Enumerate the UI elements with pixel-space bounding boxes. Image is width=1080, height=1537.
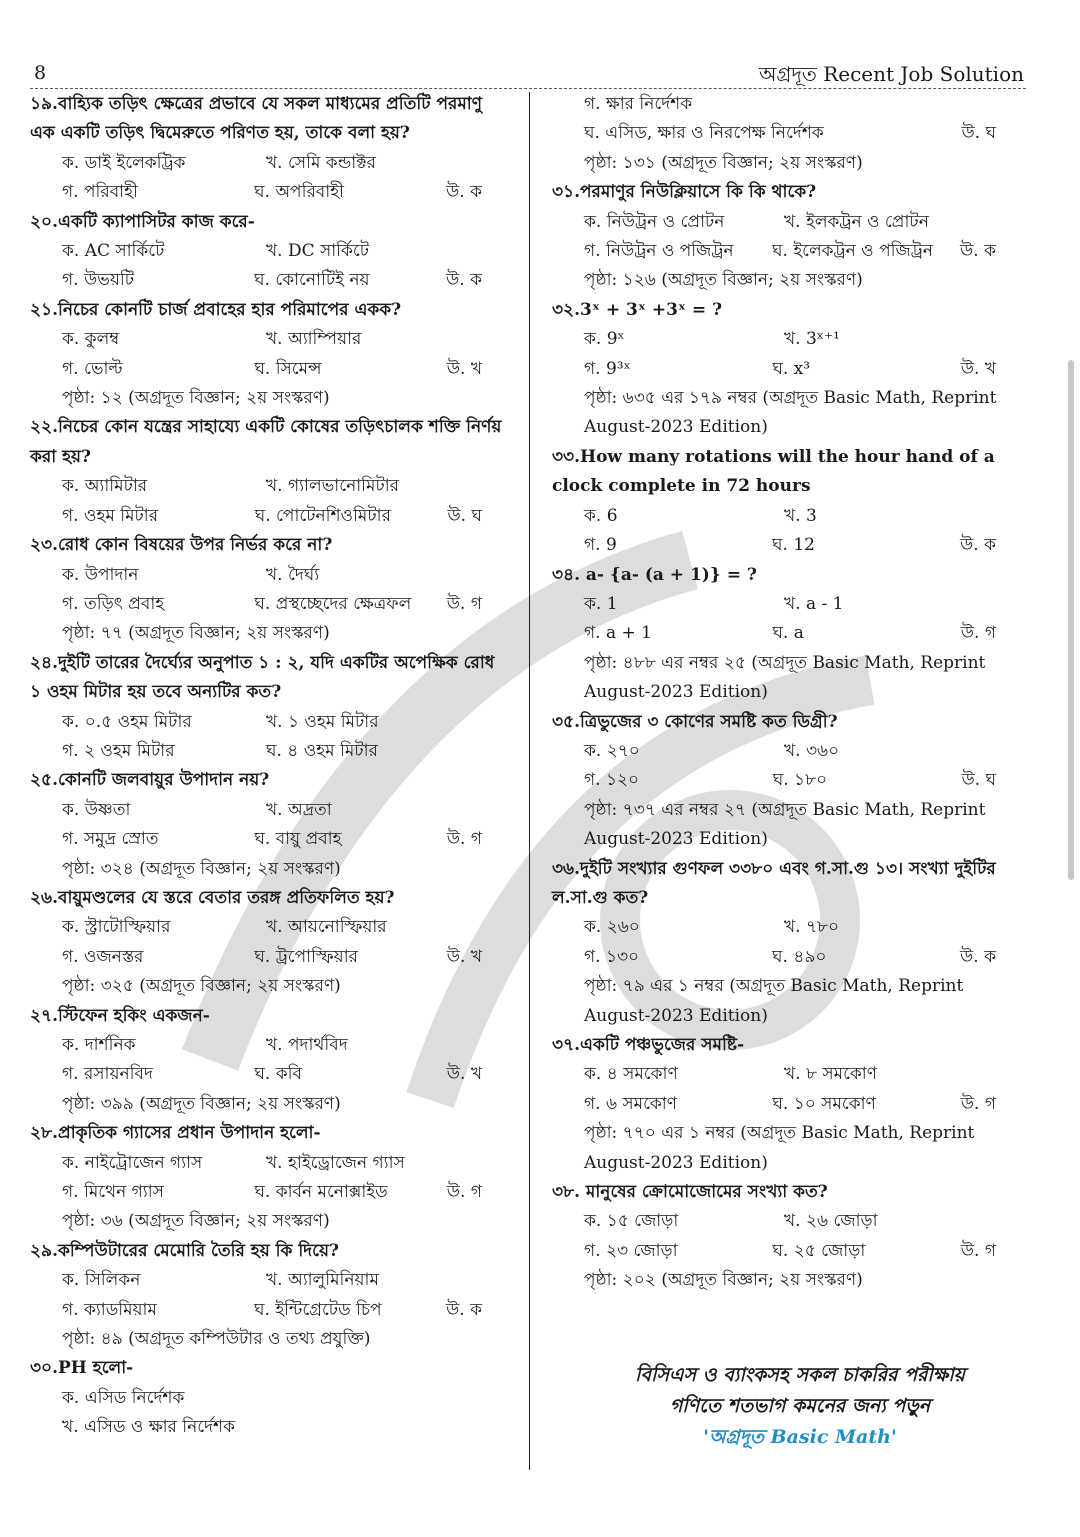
options-row: [552, 766, 1024, 795]
answer-option: গ. ওহম মিটার: [62, 505, 159, 526]
answer-option: ঘ. ১৮০: [772, 770, 828, 791]
page-reference: পৃষ্ঠা: ৩৯৯ (অগ্রদূত বিজ্ঞান; ২য় সংস্করণ): [62, 1093, 341, 1114]
question-block: [30, 884, 510, 1002]
question-block: [552, 1031, 1024, 1178]
options-row: [30, 561, 510, 590]
correct-answer: উ. ক: [446, 182, 482, 203]
question-block: [30, 413, 510, 531]
answer-option: গ. পরিবাহী: [62, 182, 138, 203]
question-text: ২৪.দুইটি তারের দৈর্ঘ্যের অনুপাত ১ : ২, যদি একটির অপেক্ষিক রোধ ১ ওহম মিটার হয় তবে অন্যটির কত?: [30, 652, 495, 703]
options-row: [30, 708, 510, 737]
question-text: ৩০.PH হলো-: [30, 1358, 134, 1379]
answer-option: খ. 3: [784, 505, 817, 526]
page-reference: পৃষ্ঠা: ১২৬ (অগ্রদূত বিজ্ঞান; ২য় সংস্করণ): [584, 270, 863, 291]
options-row: [552, 355, 1024, 384]
answer-option: খ. গ্যালভানোমিটার: [266, 476, 399, 497]
answer-option: ক. নাইট্রোজেন গ্যাস: [62, 1152, 203, 1173]
options-row: [30, 590, 510, 619]
answer-option: ঘ. ট্রপোস্ফিয়ার: [254, 946, 358, 967]
correct-answer: উ. খ: [446, 1064, 482, 1085]
answer-option: ক. কুলম্ব: [62, 329, 120, 350]
question-text: ২১.নিচের কোনটি চার্জ প্রবাহের হার পরিমাপের একক?: [30, 299, 402, 320]
question-block: [552, 561, 1024, 708]
options-row: [552, 208, 1024, 237]
options-row: [552, 119, 1024, 148]
options-row: [552, 90, 1024, 119]
options-row: [552, 943, 1024, 972]
options-row: [30, 1060, 510, 1089]
answer-option: খ. DC সার্কিটে: [266, 241, 370, 262]
correct-answer: উ. গ: [960, 1093, 996, 1114]
answer-option: ক. এসিড নির্দেশক: [62, 1387, 185, 1408]
options-row: [30, 1178, 510, 1207]
answer-option: ঘ. ১০ সমকোণ: [772, 1093, 876, 1114]
answer-option: খ. ১ ওহম মিটার: [266, 711, 379, 732]
options-row: [30, 237, 510, 266]
options-row: [30, 1413, 510, 1442]
question-text: ৩৩.How many rotations will the hour hand of a clock complete in 72 hours: [552, 446, 995, 497]
options-row: [30, 737, 510, 766]
question-block: [30, 531, 510, 649]
answer-option: ঘ. কার্বন মনোক্সাইড: [254, 1182, 388, 1203]
answer-option: ক. নিউট্রন ও প্রোটন: [584, 211, 725, 232]
page-reference: পৃষ্ঠা: ৭৯ এর ১ নম্বর (অগ্রদূত Basic Math, Reprint August-2023 Edition): [584, 976, 964, 1026]
question-text: ৩৮. মানুষের ক্রোমোজোমের সংখ্যা কত?: [552, 1182, 828, 1203]
page-reference: পৃষ্ঠা: ৩৬ (অগ্রদূত বিজ্ঞান; ২য় সংস্করণ): [62, 1211, 330, 1232]
options-row: [30, 355, 510, 384]
question-text: ২৩.রোধ কোন বিষয়ের উপর নির্ভর করে না?: [30, 535, 333, 556]
page-number: 8: [34, 62, 47, 84]
options-row: [30, 1296, 510, 1325]
answer-option: খ. দৈর্ঘ্য: [266, 564, 320, 585]
options-row: [30, 1149, 510, 1178]
answer-option: ক. 1: [584, 593, 618, 614]
page-reference: পৃষ্ঠা: ৭৭ (অগ্রদূত বিজ্ঞান; ২য় সংস্করণ): [62, 623, 330, 644]
answer-option: খ. ৩৬০: [784, 740, 840, 761]
answer-option: ক. স্ট্রাটোস্ফিয়ার: [62, 917, 171, 938]
correct-answer: উ. খ: [446, 358, 482, 379]
answer-option: ঘ. ইন্টিগ্রেটেড চিপ: [254, 1299, 382, 1320]
running-header-title: অগ্রদূত Recent Job Solution: [759, 62, 1024, 86]
page-reference: পৃষ্ঠা: ৬৩৫ এর ১৭৯ নম্বর (অগ্রদূত Basic Math, Reprint August-2023 Edition): [584, 388, 997, 438]
answer-option: গ. তড়িৎ প্রবাহ: [62, 593, 165, 614]
answer-option: গ. উভয়টি: [62, 270, 134, 291]
answer-option: ঘ. ৪ ওহম মিটার: [266, 740, 378, 761]
answer-option: খ. ইলকট্রন ও প্রোটন: [784, 211, 929, 232]
question-text: ২৮.প্রাকৃতিক গ্যাসের প্রধান উপাদান হলো-: [30, 1123, 321, 1144]
question-text: ২৯.কম্পিউটারের মেমোরি তৈরি হয় কি দিয়ে?: [30, 1240, 339, 1261]
answer-option: ক. ১৫ জোড়া: [584, 1211, 679, 1232]
options-row: [552, 1237, 1024, 1266]
question-text: ৩৫.ত্রিভুজের ৩ কোণের সমষ্টি কত ডিগ্রী?: [552, 711, 838, 732]
answer-option: গ. ১২০: [584, 770, 640, 791]
answer-option: খ. হাইড্রোজেন গ্যাস: [266, 1152, 405, 1173]
answer-option: খ. ৭৮০: [784, 917, 840, 938]
question-block: [30, 1354, 510, 1442]
question-block: [30, 766, 510, 884]
options-row: [552, 1207, 1024, 1236]
answer-option: গ. ১৩০: [584, 946, 640, 967]
question-text: ২২.নিচের কোন যন্ত্রের সাহায্যে একটি কোষের তড়িৎচালক শক্তি নির্ণয় করা হয়?: [30, 417, 502, 467]
question-block: [552, 855, 1024, 1031]
answer-option: ঘ. ২৫ জোড়া: [772, 1240, 866, 1261]
options-row: [30, 1266, 510, 1295]
answer-option: গ. মিথেন গ্যাস: [62, 1182, 164, 1203]
options-row: [30, 178, 510, 207]
correct-answer: উ. গ: [960, 1240, 996, 1261]
correct-answer: উ. ঘ: [447, 505, 482, 526]
column-divider: [529, 92, 530, 1470]
correct-answer: উ. ঘ: [961, 770, 996, 791]
options-row: [552, 1060, 1024, 1089]
answer-option: গ. ২৩ জোড়া: [584, 1240, 678, 1261]
answer-option: ঘ. কবি: [254, 1064, 302, 1085]
options-row: [30, 825, 510, 854]
answer-option: গ. ক্ষার নির্দেশক: [584, 94, 693, 114]
answer-option: ঘ. অপরিবাহী: [254, 182, 344, 203]
question-block: [30, 296, 510, 414]
answer-option: ক. দার্শনিক: [62, 1035, 136, 1055]
question-text: ৩৭.একটি পঞ্চভুজের সমষ্টি-: [552, 1035, 745, 1055]
answer-option: ক. 9ˣ: [584, 329, 625, 350]
answer-option: ঘ. x³: [772, 358, 811, 379]
answer-option: গ. ভোল্ট: [62, 358, 123, 379]
options-row: [552, 325, 1024, 354]
left-column: [30, 90, 510, 1443]
answer-option: ক. ২৬০: [584, 917, 640, 938]
answer-option: ঘ. a: [772, 623, 804, 644]
correct-answer: উ. ক: [960, 535, 996, 556]
options-row: [552, 590, 1024, 619]
question-text: ১৯.বাহ্যিক তড়িৎ ক্ষেত্রের প্রভাবে যে সকল মাধ্যমের প্রতিটি পরমাণু এক একটি তড়িৎ দ্বিমেরুতে পরিণত হয়, তাকে বলা হয়?: [30, 94, 483, 144]
answer-option: গ. ওজনস্তর: [62, 946, 144, 967]
options-row: [30, 796, 510, 825]
options-row: [30, 325, 510, 354]
question-block: [30, 1237, 510, 1355]
question-block: [552, 443, 1024, 561]
answer-option: গ. 9³ˣ: [584, 358, 631, 379]
question-block: [30, 208, 510, 296]
answer-option: খ. ২৬ জোড়া: [784, 1211, 878, 1232]
answer-option: ঘ. 12: [772, 535, 815, 556]
answer-option: গ. a + 1: [584, 623, 652, 644]
options-row: [552, 913, 1024, 942]
options-row: [552, 531, 1024, 560]
options-row: [552, 737, 1024, 766]
options-row: [552, 619, 1024, 648]
answer-option: খ. পদার্থবিদ: [266, 1035, 348, 1055]
page-reference: পৃষ্ঠা: ৭৭০ এর ১ নম্বর (অগ্রদূত Basic Math, Reprint August-2023 Edition): [584, 1123, 975, 1173]
advert-line-1: বিসিএস ও ব্যাংকসহ সকল চাকরির পরীক্ষায়: [635, 1364, 965, 1386]
question-text: ৩১.পরমাণুর নিউক্লিয়াসে কি কি থাকে?: [552, 182, 817, 203]
correct-answer: উ. ক: [446, 270, 482, 291]
page-reference: পৃষ্ঠা: ১২ (অগ্রদূত বিজ্ঞান; ২য় সংস্করণ): [62, 388, 330, 409]
answer-option: ঘ. ৪৯০: [772, 946, 827, 967]
question-block: [30, 649, 510, 767]
options-row: [30, 266, 510, 295]
correct-answer: উ. গ: [446, 1182, 482, 1203]
page-reference: পৃষ্ঠা: ৭৩৭ এর নম্বর ২৭ (অগ্রদূত Basic Math, Reprint August-2023 Edition): [584, 799, 986, 850]
question-text: ৩৬.দুইটি সংখ্যার গুণফল ৩৩৮০ এবং গ.সা.গু ১৩। সংখ্যা দুইটির ল.সা.গু কত?: [552, 858, 996, 908]
answer-option: খ. সেমি কন্ডাক্টর: [266, 152, 376, 173]
correct-answer: উ. ক: [446, 1299, 482, 1320]
correct-answer: উ. ঘ: [961, 123, 996, 144]
advert-book-title: 'অগ্রদূত Basic Math': [703, 1426, 897, 1448]
correct-answer: উ. গ: [446, 829, 482, 850]
answer-option: ঘ. পোটেনশিওমিটার: [254, 505, 391, 526]
answer-option: খ. অ্যাম্পিয়ার: [266, 329, 362, 350]
answer-option: ক. ডাই ইলেকট্রিক: [62, 152, 186, 173]
correct-answer: উ. খ: [446, 946, 482, 967]
question-block: [30, 1119, 510, 1237]
answer-option: ক. অ্যামিটার: [62, 476, 148, 497]
page-reference: পৃষ্ঠা: ৩২৪ (অগ্রদূত বিজ্ঞান; ২য় সংস্করণ): [62, 858, 341, 879]
correct-answer: উ. ক: [960, 946, 996, 967]
options-row: [30, 502, 510, 531]
answer-option: খ. আয়নোস্ফিয়ার: [266, 917, 387, 938]
options-row: [552, 1090, 1024, 1119]
options-row: [552, 237, 1024, 266]
question-block: [552, 1178, 1024, 1296]
answer-option: ঘ. বায়ু প্রবাহ: [254, 829, 342, 850]
answer-option: ক. 6: [584, 505, 618, 526]
header-divider: [30, 88, 1026, 89]
page-reference: পৃষ্ঠা: ৩২৫ (অগ্রদূত বিজ্ঞান; ২য় সংস্করণ): [62, 976, 341, 997]
question-text: ২০.একটি ক্যাপাসিটর কাজ করে-: [30, 211, 255, 232]
page-reference: পৃষ্ঠা: ৪৯ (অগ্রদূত কম্পিউটার ও তথ্য প্রযুক্তি): [62, 1329, 371, 1350]
correct-answer: উ. খ: [960, 358, 996, 379]
answer-option: গ. ৬ সমকোণ: [584, 1093, 678, 1114]
page-reference: পৃষ্ঠা: ১৩১ (অগ্রদূত বিজ্ঞান; ২য় সংস্করণ): [584, 152, 863, 173]
question-text: ৩২.3ˣ + 3ˣ +3ˣ = ?: [552, 299, 723, 320]
options-row: [30, 913, 510, 942]
answer-option: খ. a - 1: [784, 593, 844, 614]
options-row: [30, 1031, 510, 1060]
correct-answer: উ. গ: [446, 593, 482, 614]
options-row: [30, 149, 510, 178]
correct-answer: উ. ক: [960, 241, 996, 262]
answer-option: ঘ. প্রস্থচ্ছেদের ক্ষেত্রফল: [254, 593, 412, 614]
question-text: ২৭.স্টিফেন হকিং একজন-: [30, 1005, 210, 1026]
question-text: ২৫.কোনটি জলবায়ুর উপাদান নয়?: [30, 770, 270, 791]
answer-option: খ. অ্যালুমিনিয়াম: [266, 1270, 379, 1291]
answer-option: খ. ৮ সমকোণ: [784, 1064, 878, 1085]
options-row: [30, 472, 510, 501]
answer-option: খ. এসিড ও ক্ষার নির্দেশক: [62, 1417, 236, 1438]
answer-option: ক. ২৭০: [584, 740, 640, 761]
answer-option: গ. ২ ওহম মিটার: [62, 740, 175, 761]
answer-option: ঘ. ইলেকট্রন ও পজিট্রন: [772, 241, 933, 262]
answer-option: গ. সমুদ্র স্রোত: [62, 829, 159, 850]
answer-option: ঘ. সিমেন্স: [254, 358, 322, 379]
scrollbar[interactable]: [1068, 360, 1074, 880]
answer-option: গ. নিউট্রন ও পজিট্রন: [584, 241, 734, 262]
answer-option: ক. উপাদান: [62, 564, 139, 585]
question-block: [30, 1002, 510, 1120]
answer-option: গ. 9: [584, 535, 617, 556]
right-column: [552, 90, 1024, 1296]
advertisement: [600, 1360, 1000, 1453]
answer-option: ঘ. এসিড, ক্ষার ও নিরপেক্ষ নির্দেশক: [584, 123, 824, 144]
advert-line-2: গণিতে শতভাগ কমনের জন্য পড়ুন: [669, 1395, 931, 1417]
answer-option: ক. সিলিকন: [62, 1270, 141, 1291]
answer-option: খ. অদ্রতা: [266, 799, 332, 820]
page-reference: পৃষ্ঠা: ২০২ (অগ্রদূত বিজ্ঞান; ২য় সংস্করণ): [584, 1270, 863, 1291]
page-reference: পৃষ্ঠা: ৪৮৮ এর নম্বর ২৫ (অগ্রদূত Basic Math, Reprint August-2023 Edition): [584, 652, 986, 703]
question-block: [552, 708, 1024, 855]
answer-option: খ. 3ˣ⁺¹: [784, 329, 840, 350]
question-block: [552, 296, 1024, 443]
question-block: [552, 178, 1024, 296]
options-row: [30, 1384, 510, 1413]
answer-option: ক. ৪ সমকোণ: [584, 1064, 678, 1085]
answer-option: ক. উষ্ণতা: [62, 799, 131, 820]
question-block: [552, 90, 1024, 178]
options-row: [552, 502, 1024, 531]
answer-option: গ. রসায়নবিদ: [62, 1064, 153, 1085]
answer-option: গ. ক্যাডমিয়াম: [62, 1299, 157, 1320]
question-text: ২৬.বায়ুমণ্ডলের যে স্তরে বেতার তরঙ্গ প্রতিফলিত হয়?: [30, 887, 395, 908]
options-row: [30, 943, 510, 972]
question-text: ৩৪. a- {a- (a + 1)} = ?: [552, 564, 757, 585]
answer-option: ঘ. কোনোটিই নয়: [254, 270, 370, 291]
answer-option: ক. ০.৫ ওহম মিটার: [62, 711, 192, 732]
answer-option: ক. AC সার্কিটে: [62, 241, 165, 262]
question-block: [30, 90, 510, 208]
correct-answer: উ. গ: [960, 623, 996, 644]
